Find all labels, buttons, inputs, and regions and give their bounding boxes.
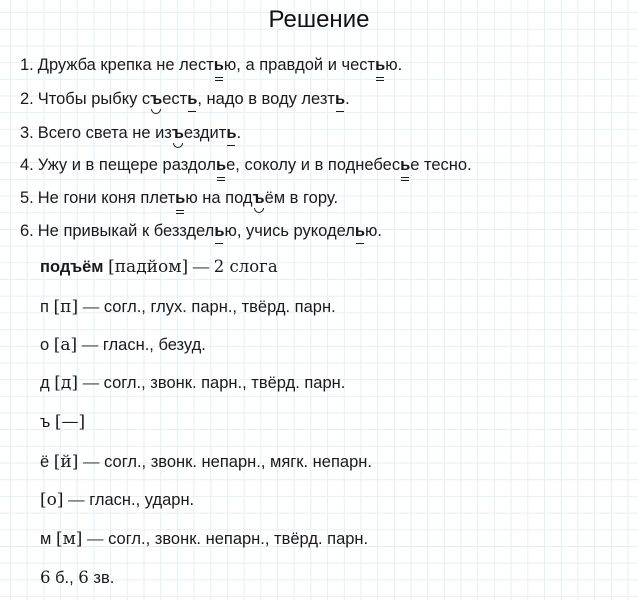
soft-sign-marked: ь (354, 222, 366, 240)
letter-description: согл., звонк. непарн., твёрд. парн. (108, 530, 369, 548)
text-fragment: . (236, 124, 242, 142)
letter: п (40, 298, 49, 316)
page-title: Решение (268, 6, 370, 33)
hard-sign-marked: ъ (171, 124, 184, 142)
hard-sign-marked: ъ (252, 189, 265, 207)
text-fragment: ездит (183, 124, 227, 142)
sentence-1 (20, 56, 402, 75)
letter-description: согл., звонк. непарн., мягк. непарн. (104, 453, 372, 471)
letter: ъ (40, 413, 51, 431)
letter: м (40, 530, 52, 548)
dash: — (82, 374, 100, 392)
letter: ё (40, 453, 50, 471)
sentence-number: 4. (20, 156, 34, 174)
sentence-6 (20, 222, 382, 241)
sound: [й] (53, 452, 79, 472)
dash: — (81, 336, 99, 354)
sound-count: 6 (78, 568, 89, 587)
letter-row (40, 412, 85, 432)
soft-sign-marked: ь (214, 222, 225, 240)
soft-sign-marked: ь (375, 56, 386, 74)
analysis-word: подъём (40, 258, 104, 276)
syllable-count: 2 слога (213, 257, 278, 276)
text-fragment: Всего света не из (37, 124, 172, 142)
text-fragment: Чтобы рыбку с (37, 90, 151, 108)
soft-sign-marked: ь (400, 156, 411, 174)
letter: о (40, 336, 50, 354)
analysis-heading (40, 257, 278, 277)
letter-row (40, 529, 368, 549)
text-fragment: ю на под (185, 189, 253, 207)
letter-description: согл., глух. парн., твёрд. парн. (103, 298, 336, 316)
hard-sign-marked: ъ (150, 90, 163, 108)
letter-row (40, 297, 336, 317)
letter-unit: б., (50, 569, 79, 587)
sentence-number: 2. (20, 90, 34, 108)
text-fragment: т (327, 90, 335, 108)
text-fragment: ю. (385, 56, 403, 74)
text-fragment: е тесно. (410, 156, 472, 174)
sentence-5 (20, 189, 338, 208)
sound: [м] (55, 529, 83, 549)
text-fragment: Не привыкай к безздел (37, 222, 215, 240)
dash: — (82, 298, 100, 316)
dash: — (192, 258, 210, 276)
summary (40, 568, 114, 588)
text-fragment: Ужу и в пещере раздол (37, 156, 216, 174)
sentence-2 (20, 90, 350, 109)
sound-unit: зв. (88, 569, 115, 587)
letter-description: гласн., безуд. (102, 336, 206, 354)
sentence-number: 3. (20, 124, 34, 142)
soft-sign-marked: ь (226, 124, 237, 142)
soft-sign-marked: ь (215, 156, 227, 174)
letter-count: 6 (40, 568, 51, 587)
text-fragment: ю. (365, 222, 382, 240)
transcription: [падйом] (108, 257, 189, 277)
sound: [о] (40, 490, 64, 510)
sound: [—] (54, 412, 86, 432)
sentence-4 (20, 156, 472, 175)
dash: — (82, 453, 100, 471)
soft-sign-marked: ь (334, 90, 346, 108)
soft-sign-marked: ь (175, 189, 186, 207)
sentence-number: 6. (20, 222, 34, 240)
sentence-3 (20, 124, 241, 143)
letter-row (40, 452, 372, 472)
sound: [а] (53, 335, 78, 355)
text-fragment: , надо в воду лез (197, 90, 328, 108)
letter-description: гласн., ударн. (89, 491, 195, 509)
text-fragment: Не гони коня плет (37, 189, 176, 207)
letter-row (40, 490, 194, 510)
text-fragment: Дружба крепка не лест (37, 56, 214, 74)
sound: [д] (54, 373, 78, 393)
dash: — (68, 491, 85, 509)
letter-row (40, 373, 345, 393)
dash: — (87, 530, 104, 548)
soft-sign-marked: ь (213, 56, 224, 74)
soft-sign-marked: ь (187, 90, 198, 108)
text-fragment: ест (162, 90, 188, 108)
letter-description: согл., звонк. парн., твёрд. парн. (103, 374, 346, 392)
text-fragment: ю, а правдой и чест (223, 56, 376, 74)
text-fragment: . (345, 90, 350, 108)
sound: [п] (53, 297, 79, 317)
text-fragment: е, соколу и в поднебес (226, 156, 401, 174)
text-fragment: ю, учись рукодел (224, 222, 355, 240)
letter-row (40, 335, 206, 355)
sentence-number: 1. (20, 56, 34, 74)
sentence-number: 5. (20, 189, 34, 207)
letter: д (40, 374, 50, 392)
text-fragment: ём в гору. (264, 189, 339, 207)
